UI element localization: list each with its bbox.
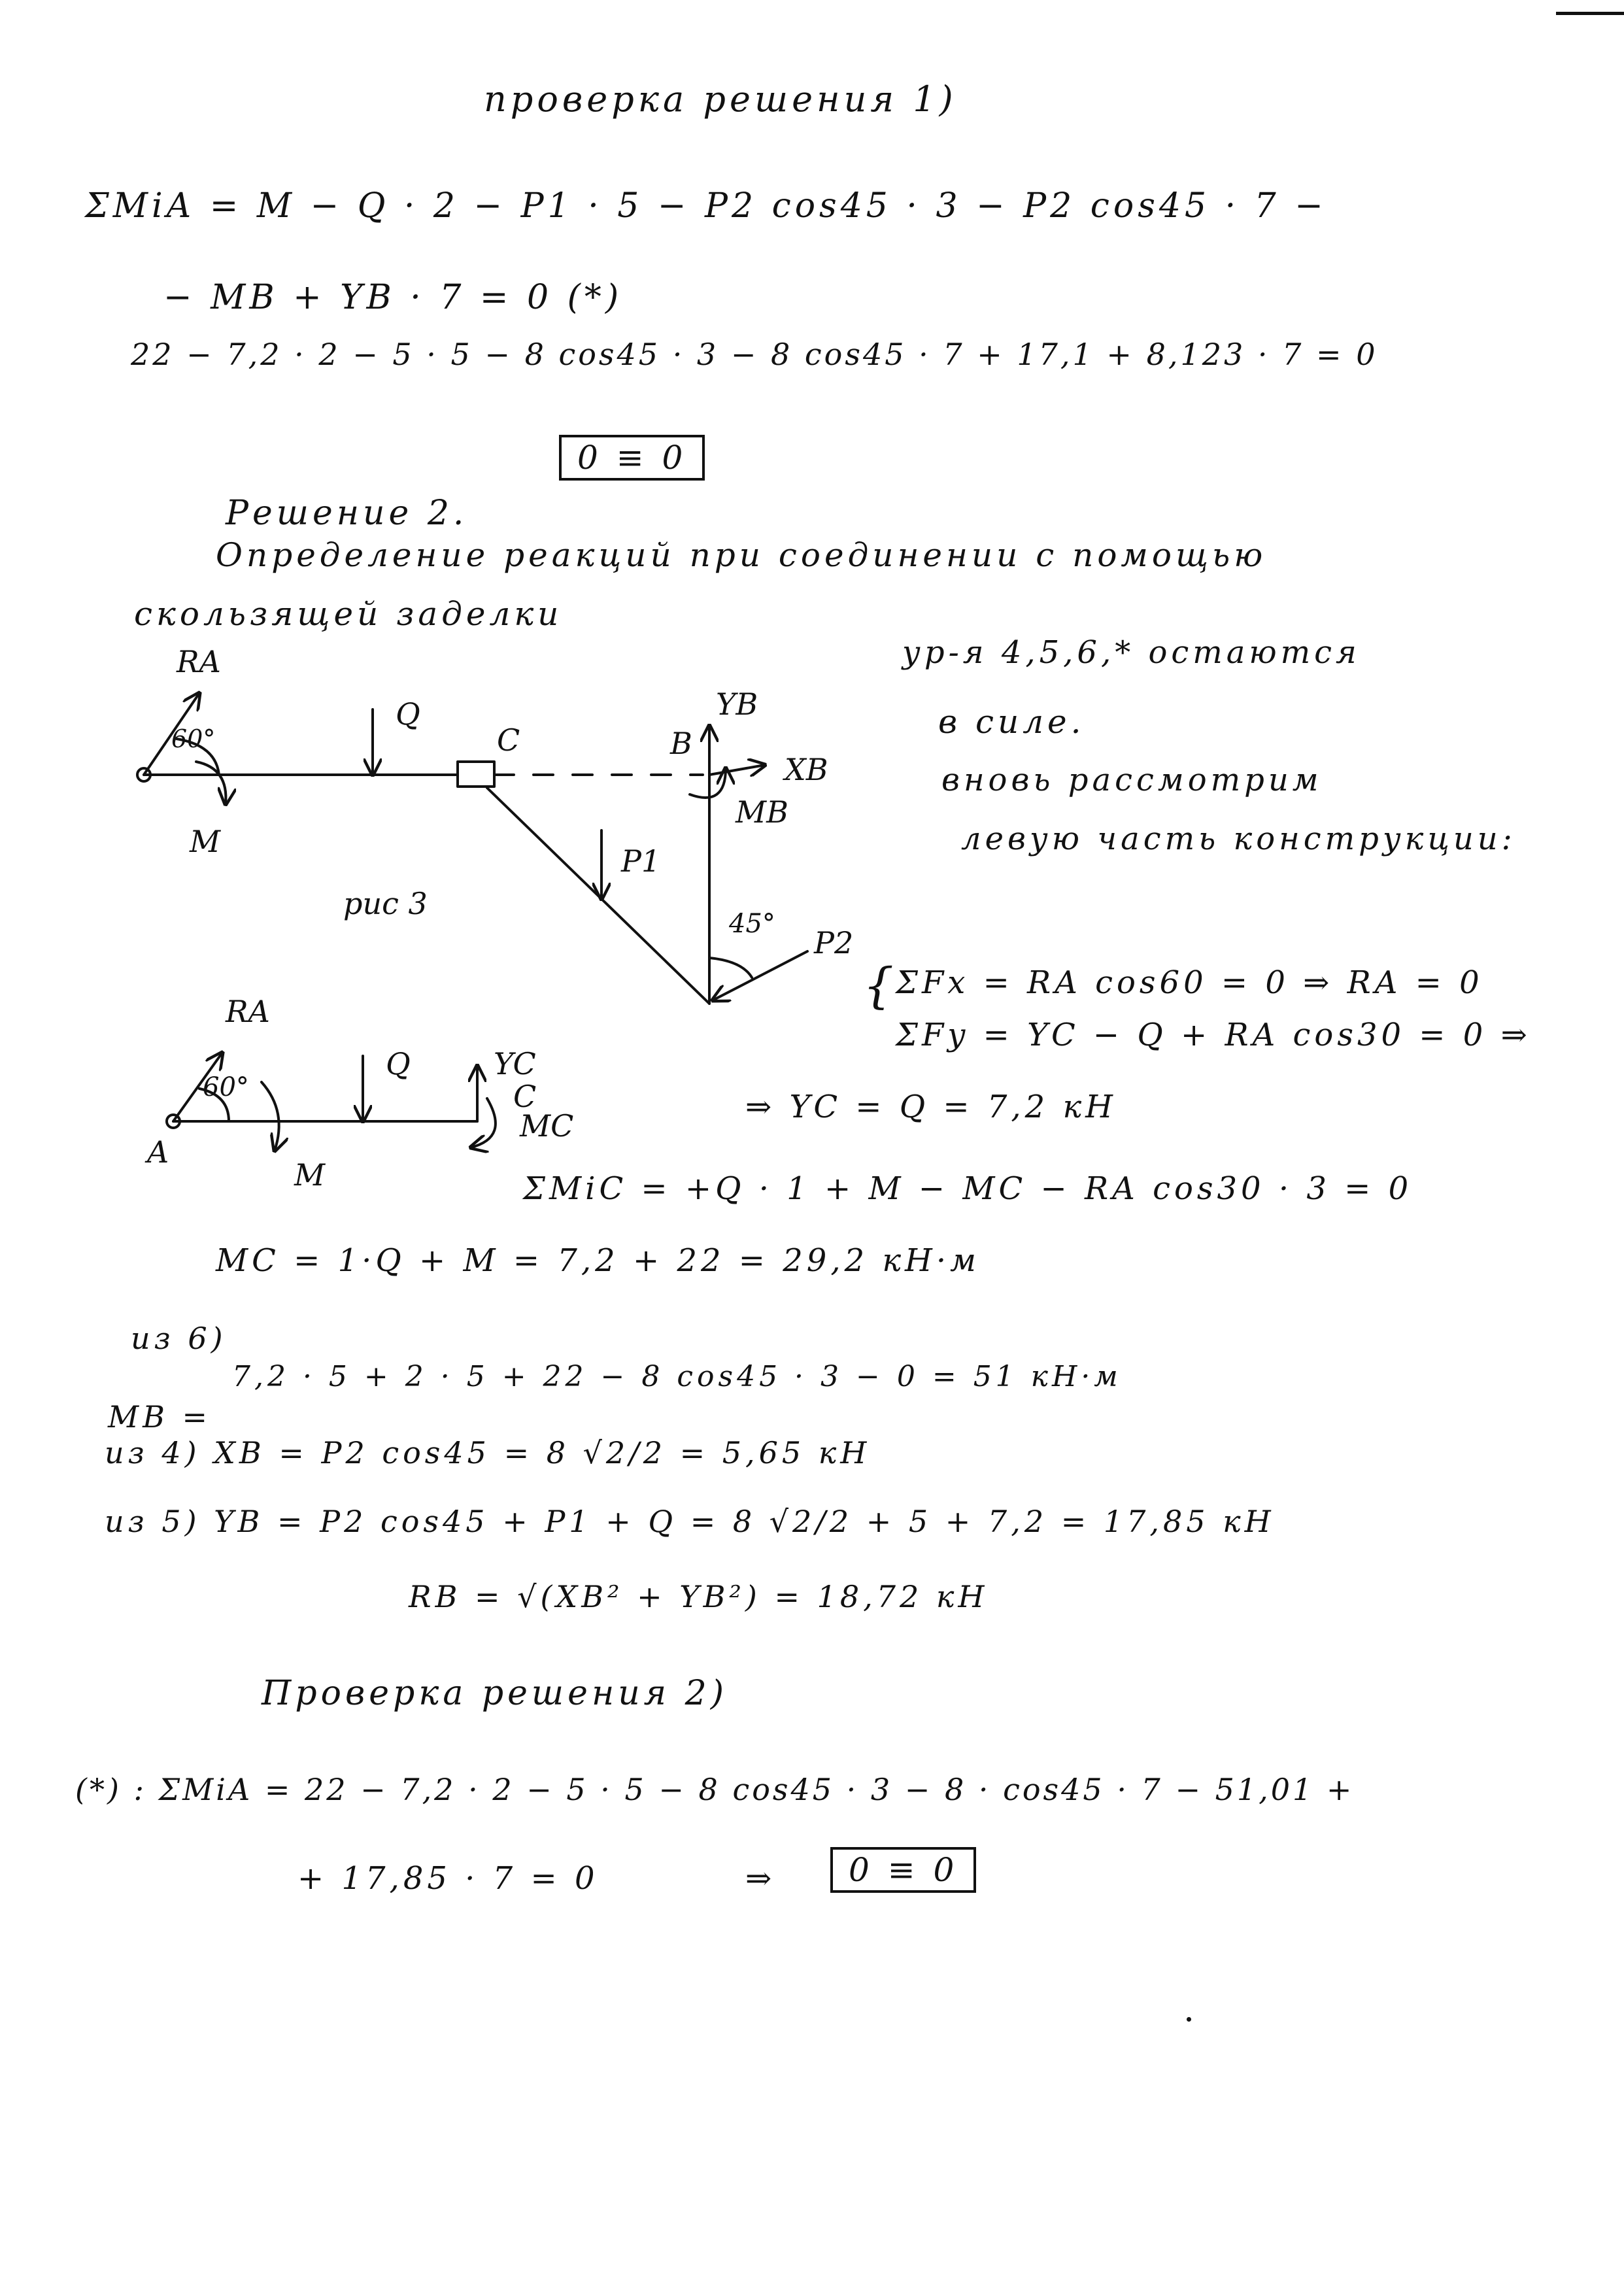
fig3-arrow-xb	[709, 765, 765, 775]
fig3-label-c: C	[497, 722, 520, 758]
fig4-moment-m	[262, 1082, 279, 1151]
fig3-label-mb: MB	[736, 794, 788, 830]
moment-c-equation: ΣMiC = +Q · 1 + M − MC − RA cos30 · 3 = 0	[523, 1170, 1413, 1207]
fig3-label-p2: P2	[814, 925, 854, 960]
mb-label: MB =	[108, 1399, 212, 1434]
system-brace: {	[863, 958, 894, 1014]
check1-heading: проверка решения 1)	[484, 78, 957, 120]
stray-dot	[1187, 2017, 1191, 2022]
note-consider-again: вновь рассмотрим	[941, 762, 1323, 798]
yb-from-eq5: из 5) YB = P2 cos45 + P1 + Q = 8 √2/2 + 5 + 7,2 = 17,85 кН	[105, 1504, 1275, 1539]
fig4-moment-mc	[471, 1098, 496, 1147]
check2-eq-line2: + 17,85 · 7 = 0	[297, 1860, 599, 1897]
fig3-label-yb: YB	[716, 687, 758, 722]
fig3-slider-c	[458, 762, 494, 787]
fig3-label-xb: XB	[785, 752, 828, 787]
fig4-label-c: C	[513, 1079, 537, 1114]
rb-magnitude: RB = √(XB² + YB²) = 18,72 кН	[409, 1579, 989, 1614]
fig3-label-m: M	[190, 824, 221, 859]
figure-3	[137, 693, 807, 1004]
solution2-heading: Решение 2.	[226, 494, 468, 533]
fig4-label-60: 60°	[203, 1072, 249, 1102]
from-eq6: из 6)	[131, 1321, 227, 1356]
note-equations-remain: ур-я 4,5,6,* остаются	[902, 634, 1361, 671]
fig3-angle-arc-45	[709, 958, 752, 977]
fig3-moment-m	[196, 762, 226, 804]
fig3-member-c-corner	[487, 788, 709, 1004]
check1-eq-line2: − MB + YB · 7 = 0 (*)	[163, 278, 623, 317]
solution2-line2: скользящей заделки	[134, 595, 563, 633]
check1-eq-line1: ΣMiA = M − Q · 2 − P1 · 5 − P2 cos45 · 3 − P2 cos45 · 7 −	[85, 186, 1327, 226]
fig3-label-q: Q	[396, 696, 420, 732]
fig4-label-mc: MC	[520, 1108, 574, 1144]
fig4-label-m: M	[294, 1157, 326, 1193]
system-yc-result: ⇒ YC = Q = 7,2 кН	[745, 1089, 1117, 1125]
fig4-label-yc: YC	[494, 1046, 536, 1081]
note-in-force: в силе.	[938, 703, 1085, 741]
fig3-label-p1: P1	[621, 843, 661, 879]
check2-arrow: ⇒	[745, 1860, 776, 1897]
check1-result-box: 0 ≡ 0	[559, 435, 705, 481]
fig3-label-45: 45°	[729, 909, 775, 939]
fig3-label-b: B	[670, 726, 692, 761]
solution2-line1: Определение реакций при соединении с помощью	[216, 536, 1267, 574]
fig3-label-60: 60°	[171, 724, 216, 753]
fig4-label-a: A	[147, 1134, 169, 1170]
system-sum-fx: ΣFx = RA cos60 = 0 ⇒ RA = 0	[896, 964, 1483, 1001]
fig3-force-p2	[713, 951, 807, 1000]
check2-heading: Проверка решения 2)	[262, 1674, 728, 1713]
xb-from-eq4: из 4) XB = P2 cos45 = 8 √2/2 = 5,65 кН	[105, 1435, 871, 1470]
system-sum-fy: ΣFy = YC − Q + RA cos30 = 0 ⇒	[896, 1017, 1531, 1053]
check1-eq-line3: 22 − 7,2 · 2 − 5 · 5 − 8 cos45 · 3 − 8 cos45 · 7 + 17,1 + 8,123 · 7 = 0	[131, 337, 1378, 372]
fig4-label-q: Q	[386, 1046, 411, 1081]
moment-c-value: MC = 1·Q + M = 7,2 + 22 = 29,2 кН·м	[216, 1242, 980, 1279]
mb-expression: 7,2 · 5 + 2 · 5 + 22 − 8 cos45 · 3 − 0 = 51 кН·м	[232, 1360, 1122, 1393]
check2-result-box: 0 ≡ 0	[830, 1847, 976, 1893]
fig4-label-ra: RA	[226, 994, 270, 1029]
check2-eq-line1: (*) : ΣMiA = 22 − 7,2 · 2 − 5 · 5 − 8 cos45 · 3 − 8 · cos45 · 7 − 51,01 +	[75, 1772, 1355, 1807]
fig3-label-ra: RA	[177, 644, 221, 679]
fig3-caption: рис 3	[343, 886, 428, 921]
note-left-part: левую часть конструкции:	[961, 821, 1516, 857]
